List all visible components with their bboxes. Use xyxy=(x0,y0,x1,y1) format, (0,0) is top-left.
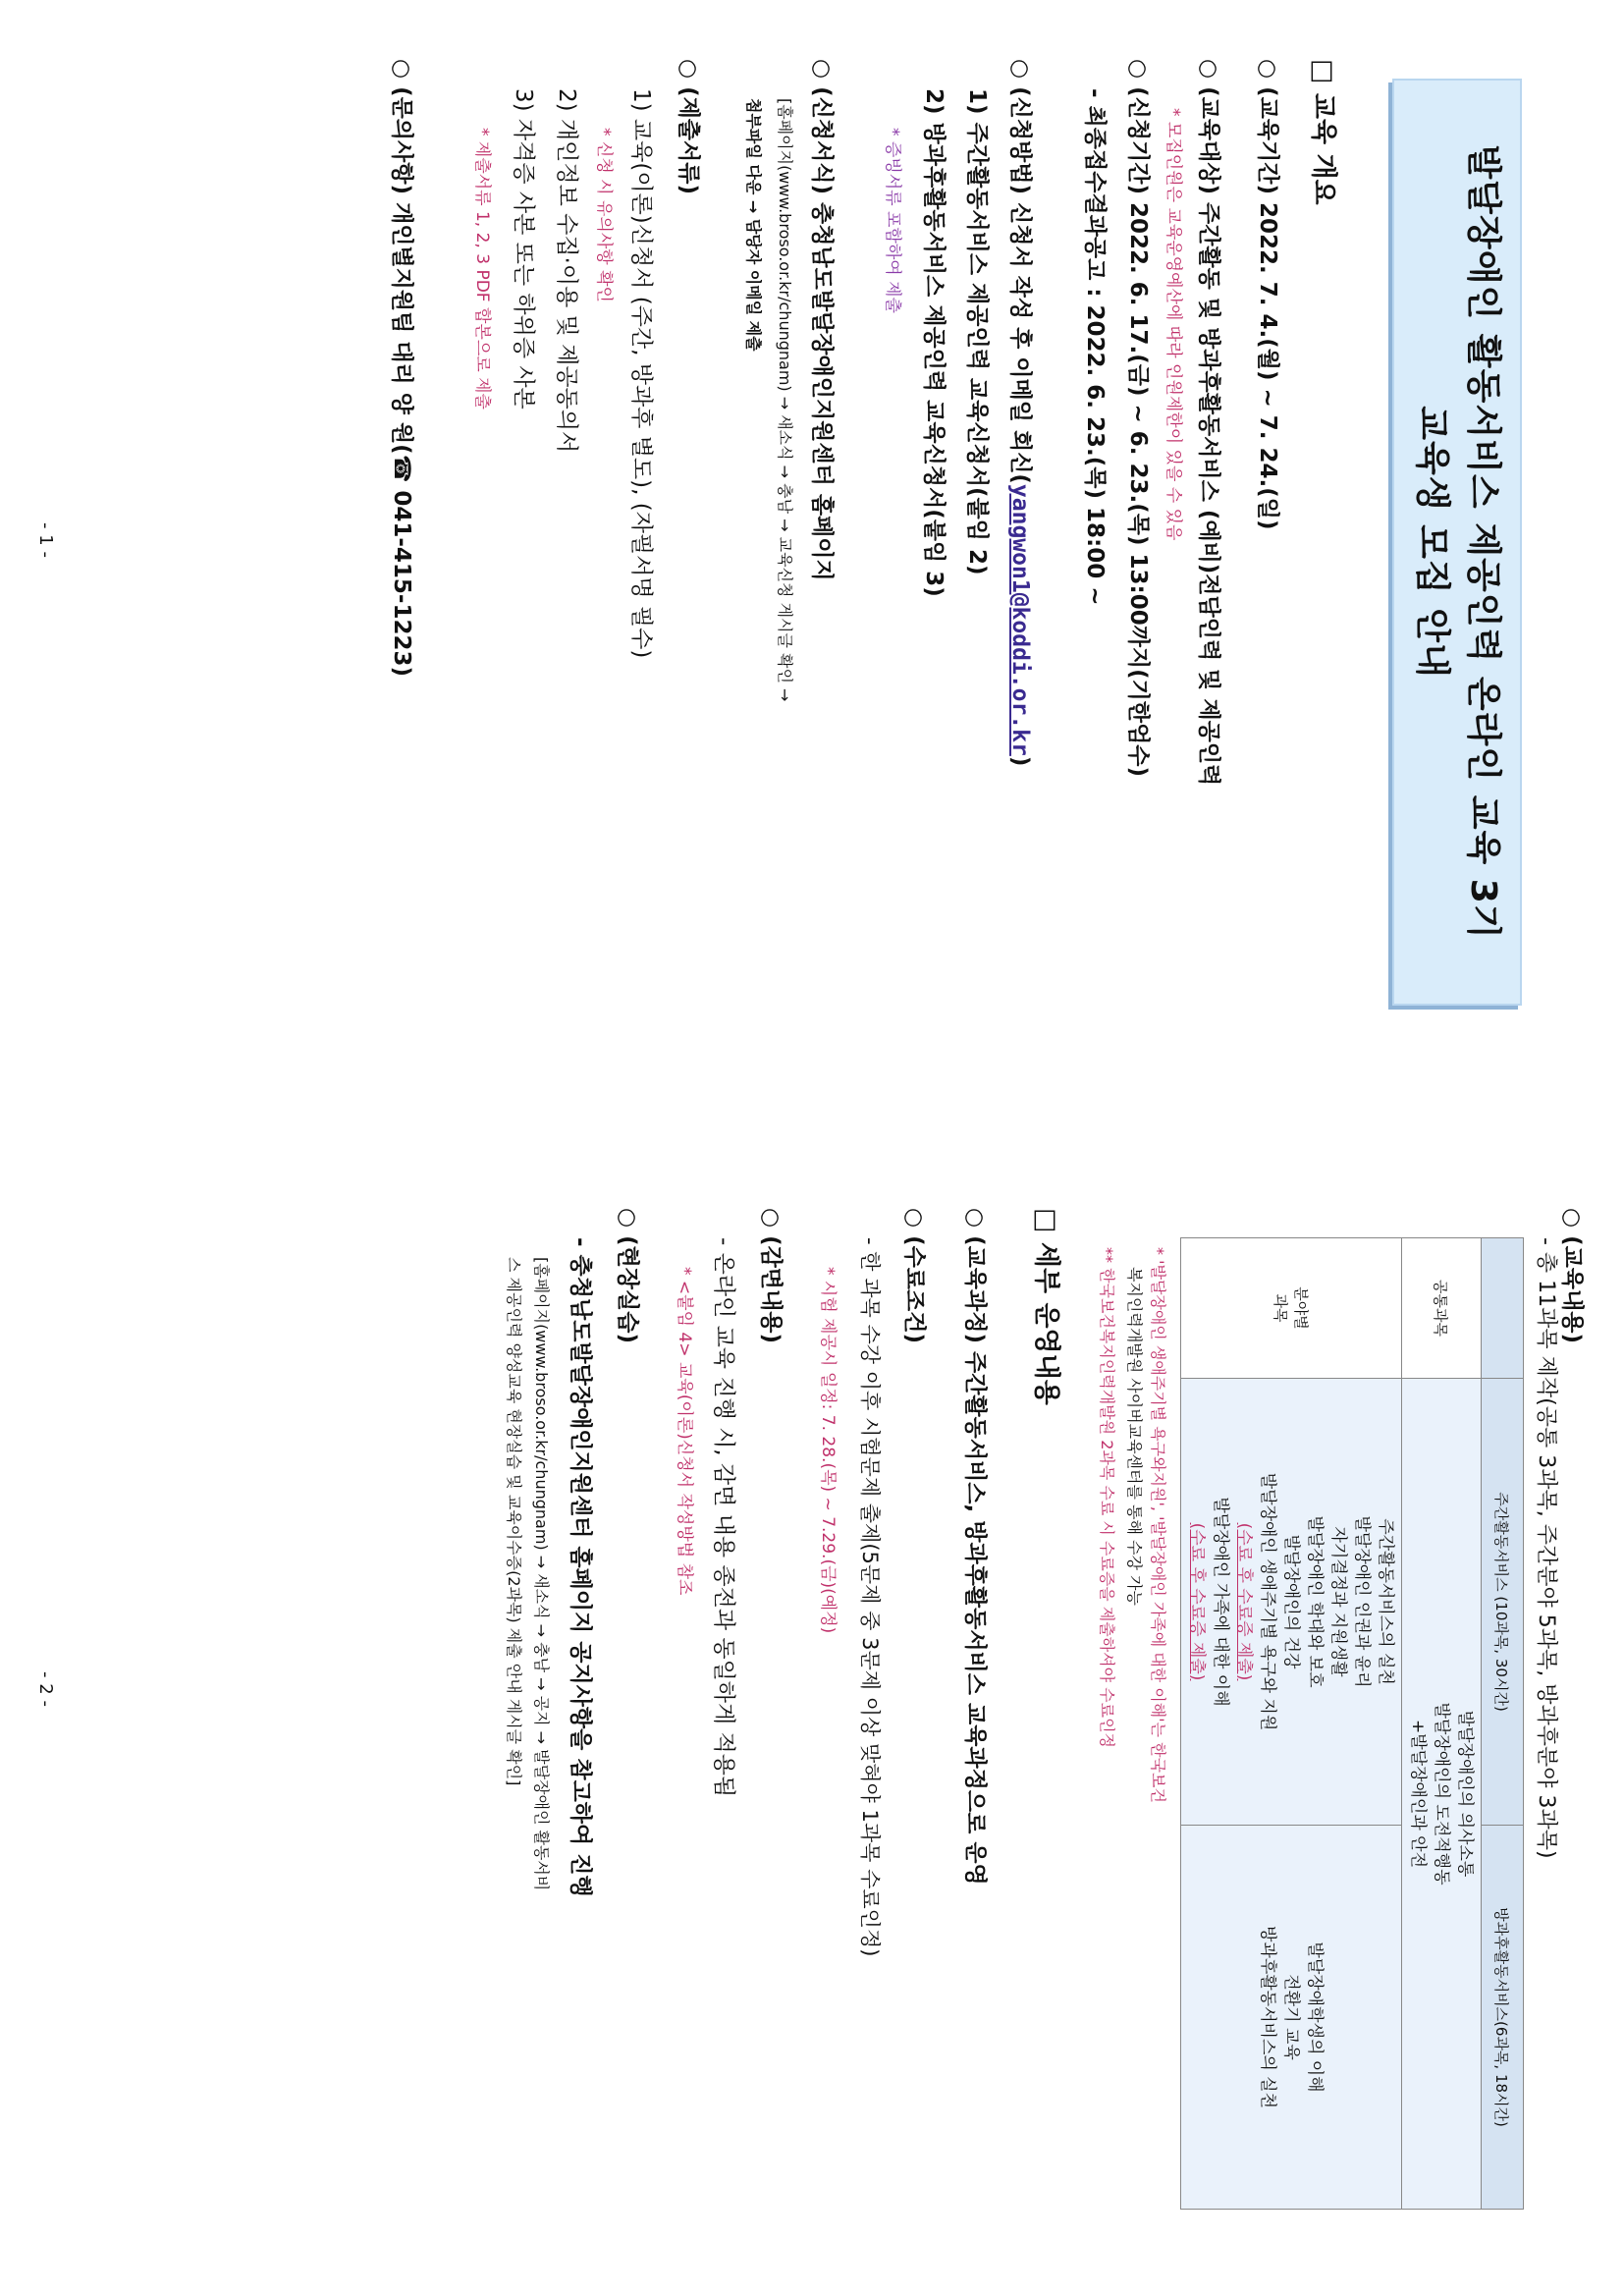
final-notice: - 최종접수결과공고 : 2022. 6. 23.(목) 18:00 ~ xyxy=(1082,88,1108,606)
education-target: ○ (교육대상) 주간활동 및 방과후활동서비스 (예비)전담인력 및 제공인력 xyxy=(1196,59,1221,787)
education-period: ○ (교육기간) 2022. 7. 4.(월) ~ 7. 24.(일) xyxy=(1255,59,1280,530)
day-item-note: (수료 후 수료증 제출) xyxy=(1234,1522,1254,1681)
contact-email-link[interactable]: yangwon1@koddi.or.kr xyxy=(1007,483,1033,756)
doc-item-3: 3) 자격증 사본 또는 하위증 사본 xyxy=(511,88,536,410)
method-note: * 증빙서류 포함하여 제출 xyxy=(883,128,902,313)
submission-docs: ○ (제출서류) xyxy=(676,59,701,194)
table-note-1b: 복지인력개발원 사이버교육센터를 통해 수강 가능 xyxy=(1125,1267,1144,1606)
day-item: 발달장애인의 건강 xyxy=(1281,1534,1301,1669)
section-detail: □ 세부 운영내용 xyxy=(1031,1208,1061,1405)
review-note: * <붙임 4> 교육(이론)신청서 작성방법 참조 xyxy=(675,1267,694,1596)
header-day-service: 주간활동서비스 (10과목, 30시간) xyxy=(1482,1379,1524,1826)
content-summary: - 총 11과목 제작(공통 3과목, 주간분야 5과목, 방과후분야 3과목) xyxy=(1534,1237,1558,1859)
review-detail: - 온라인 교육 진행 시, 감면 내용 종전과 동일하게 적용됨 xyxy=(711,1237,736,1798)
practice-heading: ○ (현장실습) xyxy=(615,1208,640,1343)
after-item: 발달장애학생의 이해 xyxy=(1305,1941,1325,2093)
page-2 xyxy=(20,1149,1610,2229)
review-heading: ○ (감면내용) xyxy=(758,1208,784,1343)
doc-note: * 제출서류 1, 2, 3 PDF 합본으로 제출 xyxy=(472,128,492,410)
table-note-2: ** 한국보건복지인력개발원 2과목 수료 시 수료증을 제출하셔야 수료인정 xyxy=(1098,1247,1116,1749)
doc-item-2: 2) 개인정보 수집·이용 및 제공동의서 xyxy=(554,88,579,454)
target-note: * 모집인원은 교육운영예산에 따라 인원제한이 있을 수 있음 xyxy=(1164,108,1183,541)
doc-1-note: * 신청 시 유의사항 확인 xyxy=(594,128,614,302)
header-after-school-service: 방과후활동서비스(6과목, 18시간) xyxy=(1482,1826,1524,2210)
row-common-label: 공통과목 xyxy=(1402,1238,1482,1379)
practice-path-2: 스 제공인력 양성교육 현장실습 및 교육이수증(2과목) 제출 안내 게시글 확인] xyxy=(505,1257,523,1786)
course-table xyxy=(1180,1237,1524,2210)
page-subtitle: 교육생 모집 안내 xyxy=(1412,406,1452,679)
day-item: 주간활동서비스의 실천 xyxy=(1376,1518,1395,1685)
form-path-2: 첨부파일 다운 → 담당자 이메일 제출 xyxy=(744,98,763,352)
completion-detail: - 한 과목 수강 이후 시험문제 출제(5문제 중 3문제 이상 맞혀야 1과목 수료인정) xyxy=(858,1237,882,1957)
after-items-cell xyxy=(1181,1826,1402,2210)
day-items-cell xyxy=(1181,1379,1402,1826)
page-1 xyxy=(20,0,1610,1080)
title-box xyxy=(1392,79,1522,1006)
apply-method: ○ (신청방법) 신청서 작성 후 이메일 회신(yangwon1@koddi.or.kr) xyxy=(1007,59,1033,767)
content-heading: ○ (교육내용) xyxy=(1559,1208,1585,1343)
after-item: 방과후활동서비스의 실천 xyxy=(1258,1925,1277,2109)
day-item: 발달장애인 인권과 윤리 xyxy=(1352,1515,1372,1688)
method-item-2: 2) 방과후활동서비스 제공인력 교육신청서(붙임 3) xyxy=(921,88,947,597)
apply-period: ○ (신청기간) 2022. 6. 17.(금) ~ 6. 23.(목) 13:00까지(기한엄수) xyxy=(1125,59,1151,778)
page-number: - 2 - xyxy=(35,1671,56,1707)
day-item: 발달장애인 학대와 보호 xyxy=(1305,1515,1325,1688)
completion-note: * 시험 제공시 일정: 7. 28.(목) ~ 7.29.(금)(예정) xyxy=(818,1267,838,1634)
section-overview: □ 교육 개요 xyxy=(1308,59,1338,205)
practice-detail: - 충청남도발달장애인지원센터 홈페이지 공지사항을 참고하여 진행 xyxy=(568,1237,593,1897)
after-item: 전환기 교육 xyxy=(1281,1974,1301,2060)
table-note-1: * '발달장애인 생애주기별 욕구와지원', '발달장애인 가족에 대한 이해'는 한국보건 xyxy=(1149,1247,1167,1803)
table-corner xyxy=(1482,1238,1524,1379)
page-number: - 1 - xyxy=(35,522,56,558)
form-path: [홈페이지(www.broso.or.kr/chungnam) → 새소식 → 충남 → 교육신청 게시글 확인 → xyxy=(776,98,794,702)
doc-item-1: 1) 교육(이론)신청서 (주간, 방과후 별도), (자필서명 필수) xyxy=(628,88,654,659)
contact-info: ○ (문의사항) 개인별지원팀 대리 양 원(☎ 041-415-1223) xyxy=(389,59,414,677)
day-item-note: (수료 후 수료증 제출) xyxy=(1187,1522,1207,1681)
course-info: ○ (교육과정) 주간활동서비스, 방과후활동서비스 교육과정으로 운영 xyxy=(962,1208,988,1886)
day-item: 발달장애인 생애주기별 욕구와 지원 xyxy=(1258,1472,1277,1731)
row-field-label: 분야별 과목 xyxy=(1181,1238,1402,1379)
practice-path: [홈페이지(www.broso.or.kr/chungnam) → 새소식 → 충남 → 공지 → 발달장애인 활동서비 xyxy=(532,1257,551,1891)
day-item: 발달장애인 가족에 대한 이해 xyxy=(1211,1497,1230,1707)
completion-heading: ○ (수료조건) xyxy=(901,1208,927,1343)
method-item-1: 1) 주간활동서비스 제공인력 교육신청서(붙임 2) xyxy=(964,88,990,575)
application-form: ○ (신청서식) 충청남도발달장애인지원센터 홈페이지 xyxy=(809,59,835,581)
day-item: 자기결정과 지원생활 xyxy=(1328,1526,1348,1677)
page-title: 발달장애인 활동서비스 제공인력 온라인 교육 3기 xyxy=(1463,144,1503,940)
row-common-text: 발달장애인의 의사소통 발달장애인의 도전적행동 +발달장애인과 안전 xyxy=(1402,1379,1482,2210)
